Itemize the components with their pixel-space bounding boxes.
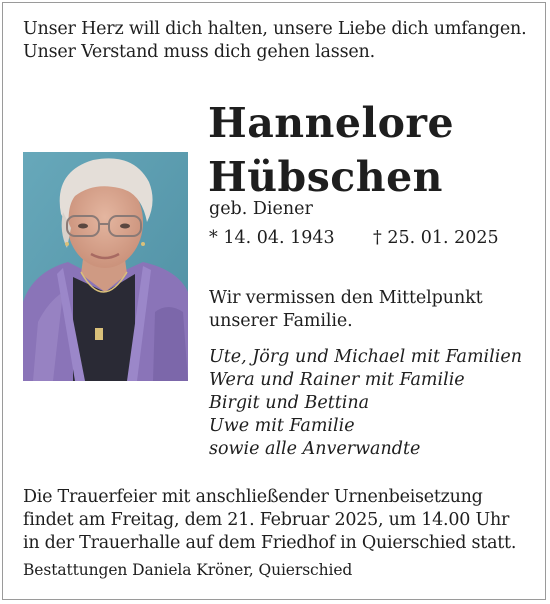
message-line: unserer Familie.	[209, 311, 353, 331]
service-line: findet am Freitag, dem 21. Februar 2025, um 14.00 Uhr	[23, 510, 510, 530]
last-name: Hübschen	[208, 153, 443, 201]
motto-line: Unser Verstand muss dich gehen lassen.	[23, 42, 375, 62]
mourner-entry: Birgit und Bettina	[209, 393, 370, 413]
birth-name: geb. Diener	[209, 199, 313, 219]
service-line: in der Trauerhalle auf dem Friedhof in Quierschied statt.	[23, 533, 517, 553]
mourner-entry: Ute, Jörg und Michael mit Familien	[209, 347, 522, 367]
motto-line: Unser Herz will dich halten, unsere Liebe dich umfangen.	[23, 19, 527, 39]
service-line: Die Trauerfeier mit anschließender Urnenbeisetzung	[23, 487, 483, 507]
first-name: Hannelore	[208, 99, 455, 147]
birth-date: * 14. 04. 1943	[209, 228, 335, 248]
farewell-message	[209, 287, 483, 333]
portrait-photo	[23, 152, 188, 381]
mourners-list	[209, 346, 522, 461]
mourner-entry: Uwe mit Familie	[209, 416, 355, 436]
motto-text	[23, 18, 526, 64]
death-date: † 25. 01. 2025	[373, 228, 499, 248]
mourner-entry: sowie alle Anverwandte	[209, 439, 421, 459]
undertaker-name: Bestattungen Daniela Kröner, Quierschied	[23, 561, 353, 579]
life-dates	[209, 228, 509, 252]
funeral-service-info	[23, 486, 516, 555]
message-line: Wir vermissen den Mittelpunkt	[209, 288, 483, 308]
mourner-entry: Wera und Rainer mit Familie	[209, 370, 465, 390]
deceased-name	[208, 96, 454, 204]
